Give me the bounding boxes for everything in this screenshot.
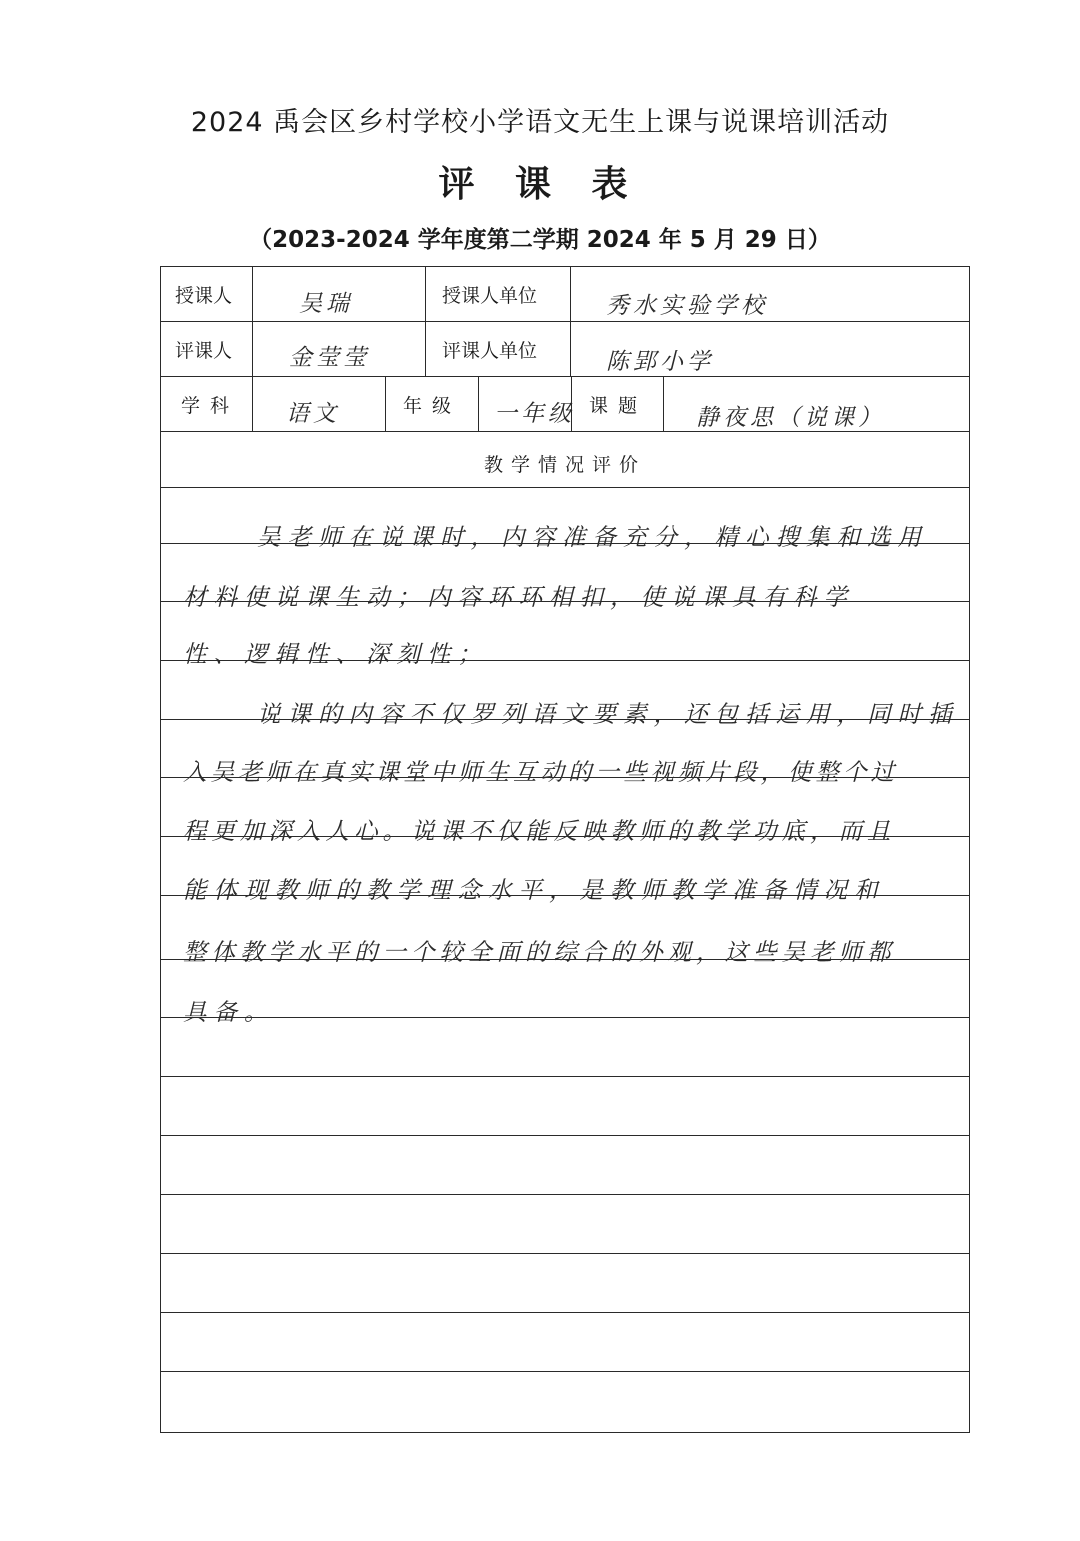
term-date-line: （2023-2024 学年度第二学期 2024 年 5 月 29 日） <box>249 227 831 253</box>
teacher-label: 授课人 <box>175 285 233 307</box>
table-divider <box>161 321 969 322</box>
evaluation-line: 性、逻辑性、深刻性； <box>183 640 488 668</box>
evaluation-line: 材料使说课生动；内容环环相扣，使说课具有科学 <box>183 583 854 611</box>
topic-label: 课 题 <box>589 395 640 417</box>
ruled-line <box>161 1371 969 1372</box>
table-divider <box>252 267 253 376</box>
evaluation-line: 入吴老师在真实课堂中师生互动的一些视频片段，使整个过 <box>183 758 898 786</box>
reviewer-unit-label: 评课人单位 <box>442 340 538 362</box>
evaluation-line: 吴老师在说课时，内容准备充分，精心搜集和选用 <box>257 523 928 551</box>
evaluation-line: 整体教学水平的一个较全面的综合的外观，这些吴老师都 <box>183 938 896 966</box>
grade-value: 一年级 <box>494 401 575 427</box>
grade-label: 年 级 <box>403 395 454 417</box>
table-divider <box>161 487 969 488</box>
form-title: 评 课 表 <box>438 164 642 205</box>
table-divider <box>161 376 969 377</box>
ruled-line <box>161 1135 969 1136</box>
form-heading: 2024 禹会区乡村学校小学语文无生上课与说课培训活动 <box>190 107 890 138</box>
subject-label: 学 科 <box>181 395 232 417</box>
table-divider <box>252 376 253 431</box>
evaluation-line: 能体现教师的教学理念水平，是教师教学准备情况和 <box>183 876 885 904</box>
subject-value: 语文 <box>286 401 340 427</box>
table-divider <box>570 267 571 376</box>
ruled-line <box>161 1076 969 1077</box>
table-divider <box>425 267 426 376</box>
evaluation-form-table <box>160 266 970 1433</box>
evaluation-line: 程更加深入人心。说课不仅能反映教师的教学功底，而且 <box>183 817 896 845</box>
reviewer-value: 金莹莹 <box>289 345 370 371</box>
evaluation-section-title: 教学情况评价 <box>483 454 646 476</box>
evaluation-line: 具备。 <box>183 998 275 1026</box>
ruled-line <box>161 1253 969 1254</box>
ruled-line <box>161 1312 969 1313</box>
topic-value: 静夜思（说课） <box>696 405 885 431</box>
teacher-unit-label: 授课人单位 <box>442 285 538 307</box>
teacher-unit-value: 秀水实验学校 <box>606 293 768 319</box>
ruled-line <box>161 1194 969 1195</box>
table-divider <box>663 376 664 431</box>
table-divider <box>385 376 386 431</box>
reviewer-unit-value: 陈郢小学 <box>606 349 714 375</box>
reviewer-label: 评课人 <box>175 340 233 362</box>
teacher-value: 吴瑞 <box>299 291 353 317</box>
table-divider <box>478 376 479 431</box>
evaluation-line: 说课的内容不仅罗列语文要素，还包括运用，同时插 <box>257 700 959 728</box>
